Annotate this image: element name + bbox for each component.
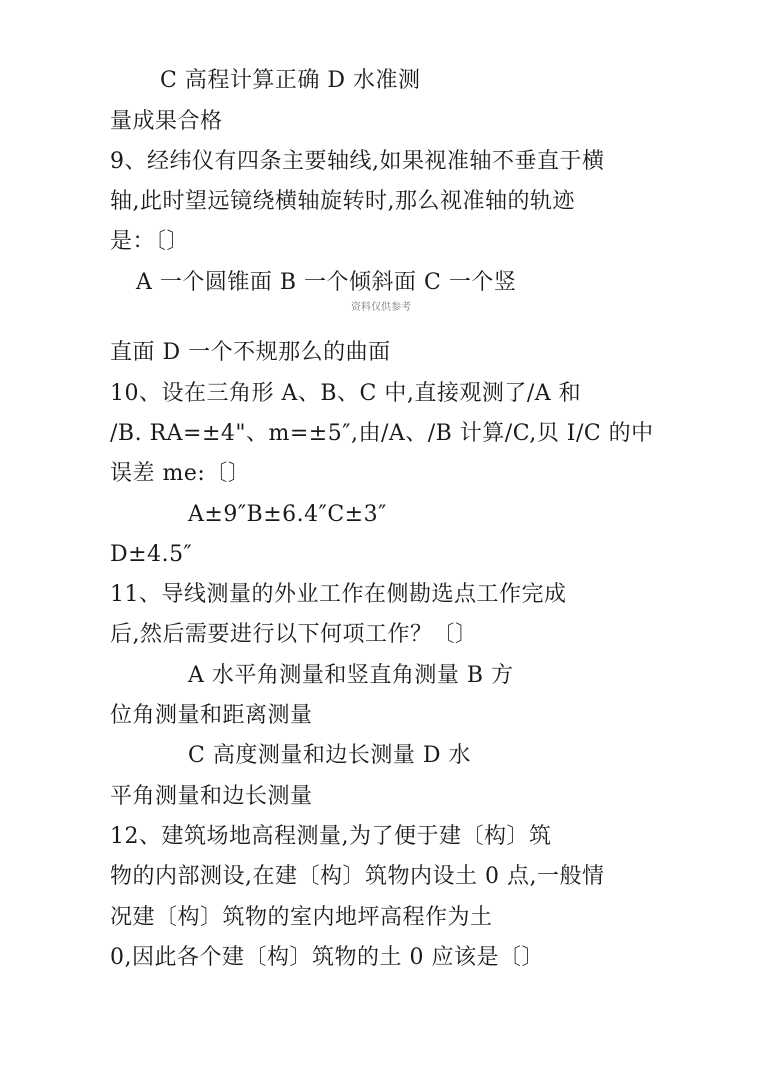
text-line: 误差 me:〔〕 bbox=[110, 461, 251, 486]
text-line: /B. RA=±4"、m=±5″,由/A、/B 计算/C,贝 I/C 的中 bbox=[110, 421, 654, 446]
text-line: A 水平角测量和竖直角测量 B 方 bbox=[188, 663, 514, 688]
text-line: 是：〔〕 bbox=[110, 229, 190, 254]
text-line: 量成果合格 bbox=[110, 109, 223, 134]
text-line: 12、建筑场地高程测量,为了便于建〔构〕筑 bbox=[110, 824, 552, 849]
text-line: 物的内部测设,在建〔构〕筑物内设土 0 点,一般情 bbox=[110, 864, 605, 889]
text-line: C 高程计算正确 D 水准测 bbox=[160, 68, 421, 93]
text-line: 11、导线测量的外业工作在侧勘选点工作完成 bbox=[110, 582, 567, 607]
text-line: A±9″B±6.4″C±3″ bbox=[188, 502, 387, 527]
text-line: 直面 D 一个不规那么的曲面 bbox=[110, 340, 391, 365]
text-line: D±4.5″ bbox=[110, 542, 193, 567]
text-line: 位角测量和距离测量 bbox=[110, 703, 313, 728]
text-line: A 一个圆锥面 B 一个倾斜面 C 一个竖 bbox=[136, 270, 517, 295]
text-line: 后,然后需要进行以下何项工作？〔〕 bbox=[110, 622, 478, 647]
text-line: C 高度测量和边长测量 D 水 bbox=[188, 743, 471, 768]
text-line: 9、经纬仪有四条主要轴线,如果视准轴不垂直于横 bbox=[110, 149, 605, 174]
text-line: 0,因此各个建〔构〕筑物的土 0 应该是〔〕 bbox=[110, 945, 544, 970]
watermark: 资料仅供参考 bbox=[351, 302, 411, 313]
text-line: 10、设在三角形 A、B、C 中,直接观测了/A 和 bbox=[110, 381, 582, 406]
text-line: 平角测量和边长测量 bbox=[110, 784, 313, 809]
text-line: 轴,此时望远镜绕横轴旋转时,那么视准轴的轨迹 bbox=[110, 189, 575, 214]
text-line: 况建〔构〕筑物的室内地坪高程作为土 bbox=[110, 905, 493, 930]
